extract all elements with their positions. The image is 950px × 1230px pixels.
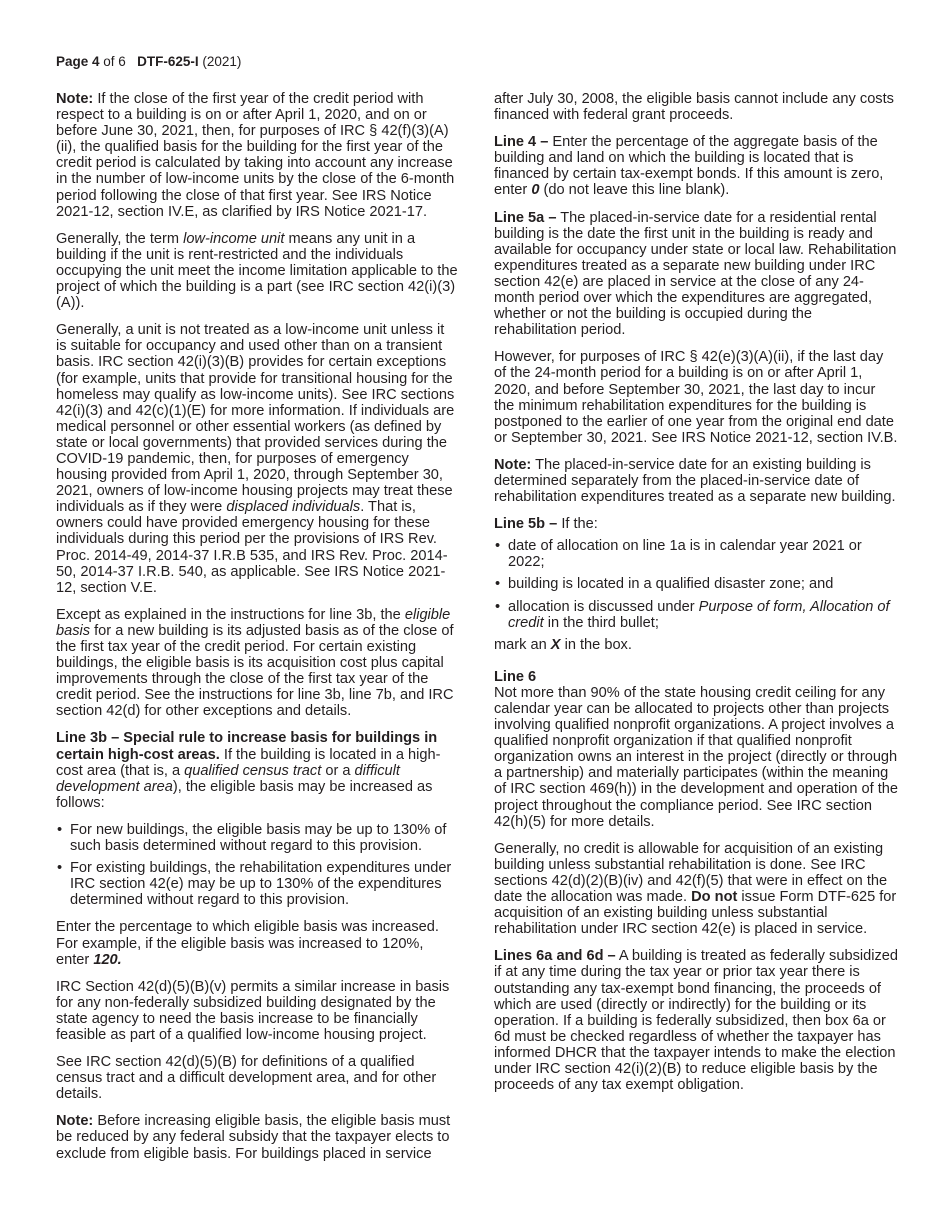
text: building is located in a qualified disaster zone; and <box>508 576 834 593</box>
line-3b-label: Line 3b – Special rule to increase basis for buildings in certain high-cost areas. <box>56 730 438 763</box>
text: If the building is located in a high-cost area (that is, a <box>56 746 441 779</box>
term: Purpose of form, Allocation of credit <box>508 598 890 631</box>
page-total: of 6 <box>99 54 126 69</box>
text: ), the eligible basis may be increased as follows: <box>56 778 433 811</box>
example-value: 120. <box>93 951 122 968</box>
note-paragraph <box>56 1113 458 1161</box>
unit-exceptions-paragraph <box>56 322 458 596</box>
note-text: Before increasing eligible basis, the eligible basis must be reduced by any federal subsidy that the taxpayer elects to exclude from eligible basis. For buildings placed in service <box>56 1113 451 1162</box>
text: . That is, owners could have provided emergency housing for these individuals during this period per the provisions of IRS Rev. Proc. 2014-49, 2014-37 I.R.B 535, and IRS Rev. Proc. 2014-50, 2014-37 I.R.B. 540, as applicable. See IRS Notice 2021-12, section V.E. <box>56 499 448 596</box>
text: allocation is discussed under <box>508 598 699 615</box>
no-credit-paragraph <box>494 841 898 938</box>
term: difficult development area <box>56 762 400 795</box>
emphasis: Do not <box>691 889 738 906</box>
note-label: Note: <box>56 1113 94 1130</box>
line-3b-bullets <box>56 822 458 908</box>
eligible-basis-paragraph <box>56 607 458 720</box>
list-item: • For existing buildings, the rehabilitation expenditures under IRC section 42(e) may be up to 130% of the expenditures determined without regard to this provision. <box>56 860 458 908</box>
note-text: The placed-in-service date for an existing building is determined separately from the placed-in-service date of rehabilitation expenditures treated as a separate new building. <box>494 456 896 506</box>
text: date of allocation on line 1a is in calendar year 2021 or 2022; <box>508 538 862 571</box>
text: (do not leave this line blank). <box>539 182 730 199</box>
list-item <box>494 576 898 592</box>
line-5a-label: Line 5a – <box>494 209 557 226</box>
lines-6a-6d-label: Lines 6a and 6d – <box>494 948 616 965</box>
mark-value: X <box>550 636 561 653</box>
line-3b-paragraph <box>56 730 458 810</box>
list-item: • For new buildings, the eligible basis may be up to 130% of such basis determined without regard to this provision. <box>56 822 458 854</box>
text: issue Form DTF-625 for acquisition of an existing building unless substantial rehabilitation under IRC section 42(e) is placed in service. <box>494 889 897 938</box>
mark-paragraph <box>494 637 898 653</box>
text: Generally, the term <box>56 230 184 247</box>
text: Except as explained in the instructions for line 3b, the <box>56 606 405 623</box>
text: in the third bullet; <box>543 614 659 631</box>
right-column <box>494 91 898 1104</box>
form-id: DTF-625-I <box>137 54 199 69</box>
list-item <box>494 599 898 631</box>
line-4-paragraph <box>494 134 898 198</box>
term: qualified census tract <box>184 762 322 779</box>
text: A building is treated as federally subsidized if at any time during the tax year or prior tax year there is outstanding any tax-exempt bond financing, the proceeds of which are used (directly or indirectly) for the building or its operation. If a building is federally subsidized, then box 6a or 6d must be checked regardless of whether the taxpayer has informed DHCR that the taxpayer intends to make the election under IRC section 42(i)(2)(B) to reduce eligible basis by the proceeds of any tax exempt obligation. <box>494 948 898 1094</box>
text: Enter the percentage to which eligible basis was increased. For example, if the eligible basis was increased to 120%, enter <box>56 919 439 968</box>
lines-6a-6d-paragraph <box>494 948 898 1093</box>
line-4-label: Line 4 – <box>494 134 549 151</box>
note-label: Note: <box>494 456 532 473</box>
note-paragraph <box>494 457 898 505</box>
page-number: Page 4 <box>56 54 100 69</box>
form-year: (2021) <box>198 54 242 69</box>
text: for a new building is its adjusted basis as of the close of the first tax year of the credit period. For certain existing buildings, the eligible basis is its acquisition cost plus capital improvements through the close of the first tax year of the credit period. See the instructions for line 3b, line 7b, and IRC section 42(d) for other exceptions and details. <box>56 622 454 720</box>
definitions-paragraph: See IRC section 42(d)(5)(B) for definitions of a qualified census tract and a difficult development area, and for other details. <box>56 1054 437 1103</box>
line-6-heading: Line 6 <box>494 668 537 685</box>
line-5b-paragraph <box>494 516 898 532</box>
enter-percentage-paragraph <box>56 919 458 967</box>
text: mark an <box>494 636 551 653</box>
text: Generally, no credit is allowable for acquisition of an existing building unless substantial rehabilitation is done. See IRC sections 42(d)(2)(B)(iv) and 42(f)(5) that were in effect on the date the allocation was made. <box>494 840 888 906</box>
line-5b-label: Line 5b – <box>494 516 558 533</box>
line-6-paragraph: Not more than 90% of the state housing credit ceiling for any calendar year can be allocated to projects other than projects involving qualified nonprofit organizations. A project involves a qualified nonprofit organization if that qualified nonprofit organization owns an interest in the project (directly or through a partnership) and materially participates (within the meaning of IRC section 469(h)) in the development and operation of the project throughout the compliance period. See IRC section 42(h)(5) for more details. <box>494 684 899 830</box>
zero-value: 0 <box>531 182 540 199</box>
list-item <box>494 538 898 570</box>
term: low-income unit <box>183 230 285 247</box>
text: Generally, a unit is not treated as a low-income unit unless it is suitable for occupancy and used other than on a transient basis. IRC section 42(i)(3)(B) provides for certain exceptions (for example, units that provide for transitional housing for the homeless may qualify as low-income units). See IRC sections 42(i)(3) and 42(c)(1)(E) for more information. If individuals are medical personnel or other essential workers (as defined by state or local governments) that provided services during the COVID-19 pandemic, then, for purposes of emergency housing provided from April 1, 2020, through September 30, 2021, owners of low-income housing projects may treat these individuals as if they were <box>56 322 455 516</box>
continued-paragraph: after July 30, 2008, the eligible basis cannot include any costs financed with federal grant proceeds. <box>494 91 894 124</box>
irc-basis-paragraph: IRC Section 42(d)(5)(B)(v) permits a similar increase in basis for any non-federally subsidized building designated by the state agency to need the basis increase to be financially feasible as part of a qualified low-income housing project. <box>56 978 450 1043</box>
left-column <box>56 91 458 1173</box>
note-label: Note: <box>56 91 94 107</box>
line-5a-paragraph <box>494 210 898 339</box>
text: If the: <box>557 516 598 533</box>
however-paragraph: However, for purposes of IRC § 42(e)(3)(A)(ii), if the last day of the 24-month period for a building is on or after April 1, 2020, and before September 30, 2021, the last day to incur the minimum rehabilitation expenditures for the building is postponed to the earlier of one year from the original end date or September 30, 2021. See IRS Notice 2021-12, section IV.B. <box>494 349 898 446</box>
text: means any unit in a building if the unit is rent-restricted and the individuals occupying the unit meet the income limitation applicable to the project of which the building is a part (see IRC section 42(i)(3)(A)). <box>56 230 458 312</box>
text: Enter the percentage of the aggregate basis of the building and land on which the building is located that is financed by certain tax-exempt bonds. If this amount is zero, enter <box>494 134 884 199</box>
term: eligible basis <box>56 606 451 639</box>
text: or a <box>321 762 355 779</box>
term: displaced individuals <box>226 499 361 516</box>
text: in the box. <box>560 636 632 653</box>
page-header <box>56 54 241 70</box>
note-paragraph <box>56 91 458 220</box>
line-5b-bullets <box>494 538 898 630</box>
low-income-unit-paragraph <box>56 231 458 311</box>
note-text: If the close of the first year of the credit period with respect to a building is on or after April 1, 2020, and on or before June 30, 2021, then, for purposes of IRC § 42(f)(3)(A)(ii), the qualified basis for the building for the first year of the credit period is calculated by taking into account any increase in the number of low-income units by the close of the 6-month period following the close of that first year. See IRS Notice 2021-12, section IV.E, as clarified by IRS Notice 2021-17. <box>56 91 455 220</box>
text: The placed-in-service date for a residential rental building is the date the first unit in the building is ready and available for occupancy under state or local law. Rehabilitation expenditures treated as a separate new building under IRC section 42(e) are placed in service at the close of any 24-month period over which the expenditures are aggregated, whether or not the building is occupied during the rehabilitation period. <box>494 209 897 339</box>
